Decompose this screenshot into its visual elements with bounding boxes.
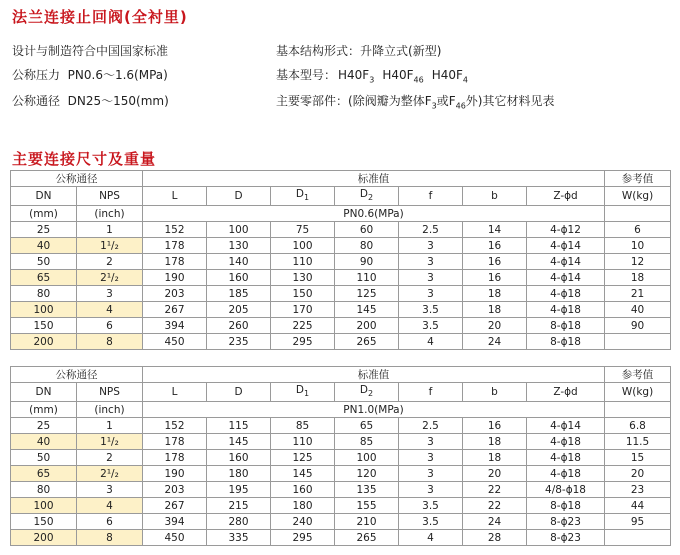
cell-zd: 4/8-ϕ18: [527, 482, 605, 498]
cell-zd: 8-ϕ18: [527, 498, 605, 514]
table-row: [11, 334, 671, 350]
cell-l: 450: [143, 334, 207, 350]
header-w: W(kg): [605, 187, 671, 206]
cell-b: 18: [463, 434, 527, 450]
cell-w: 40: [605, 302, 671, 318]
cell-zd: 8-ϕ18: [527, 334, 605, 350]
cell-dn: 100: [11, 498, 77, 514]
header-nominal: 公称通径: [11, 171, 143, 187]
cell-d1: 130: [271, 270, 335, 286]
cell-l: 203: [143, 286, 207, 302]
cell-zd: 4-ϕ14: [527, 254, 605, 270]
table-row: [11, 434, 671, 450]
header-nps: NPS: [77, 383, 143, 402]
header-l: L: [143, 383, 207, 402]
cell-d2: 100: [335, 450, 399, 466]
section-title: 主要连接尺寸及重量: [12, 150, 157, 168]
cell-d: 205: [207, 302, 271, 318]
cell-l: 178: [143, 238, 207, 254]
cell-f: 2.5: [399, 222, 463, 238]
structure-value: 升降立式(新型): [360, 44, 442, 58]
diameter-label: 公称通径: [12, 94, 61, 108]
table-header-row: [11, 187, 671, 206]
cell-b: 18: [463, 286, 527, 302]
cell-d1: 75: [271, 222, 335, 238]
header-dn: DN: [11, 383, 77, 402]
table-row: [11, 270, 671, 286]
cell-d: 185: [207, 286, 271, 302]
cell-dn: 50: [11, 254, 77, 270]
header-standard: 标准值: [143, 171, 605, 187]
header-d: D: [207, 383, 271, 402]
cell-d: 260: [207, 318, 271, 334]
cell-w: [605, 530, 671, 546]
cell-d2: 85: [335, 434, 399, 450]
header-d2: $D_2$: [335, 383, 399, 402]
header-b: b: [463, 383, 527, 402]
cell-b: 18: [463, 302, 527, 318]
cell-w: 21: [605, 286, 671, 302]
cell-d: 140: [207, 254, 271, 270]
cell-l: 394: [143, 514, 207, 530]
cell-b: 14: [463, 222, 527, 238]
table-header-row: [11, 206, 671, 222]
model-item: $H40F_{46}$: [382, 68, 424, 85]
cell-d2: 65: [335, 418, 399, 434]
cell-nps: 8: [77, 334, 143, 350]
cell-nps: 1¹/₂: [77, 434, 143, 450]
cell-d2: 265: [335, 334, 399, 350]
model-label: 基本型号：: [276, 68, 337, 82]
cell-d: 115: [207, 418, 271, 434]
cell-dn: 150: [11, 514, 77, 530]
cell-zd: 4-ϕ18: [527, 286, 605, 302]
table-row: [11, 286, 671, 302]
header-d: D: [207, 187, 271, 206]
table-row: [11, 450, 671, 466]
cell-dn: 25: [11, 418, 77, 434]
table-row: [11, 222, 671, 238]
header-reference: 参考值: [605, 171, 671, 187]
cell-dn: 200: [11, 530, 77, 546]
cell-d2: 125: [335, 286, 399, 302]
cell-f: 3: [399, 286, 463, 302]
cell-zd: 4-ϕ18: [527, 450, 605, 466]
cell-f: 3: [399, 482, 463, 498]
parts-line: [276, 92, 554, 110]
dimension-table-pn06: [10, 170, 671, 350]
cell-b: 20: [463, 318, 527, 334]
header-f: f: [399, 383, 463, 402]
cell-l: 267: [143, 498, 207, 514]
table-row: [11, 514, 671, 530]
table-row: [11, 418, 671, 434]
cell-w: 15: [605, 450, 671, 466]
cell-d1: 110: [271, 254, 335, 270]
cell-f: 3: [399, 466, 463, 482]
cell-d: 235: [207, 334, 271, 350]
cell-w: 11.5: [605, 434, 671, 450]
cell-dn: 80: [11, 286, 77, 302]
table-header-row: [11, 402, 671, 418]
cell-dn: 150: [11, 318, 77, 334]
cell-d1: 240: [271, 514, 335, 530]
cell-l: 178: [143, 434, 207, 450]
cell-b: 24: [463, 334, 527, 350]
page-title: 法兰连接止回阀(全衬里): [12, 8, 188, 26]
cell-f: 3.5: [399, 302, 463, 318]
header-l: L: [143, 187, 207, 206]
model-item: $H40F_3$: [338, 68, 375, 85]
cell-w: 23: [605, 482, 671, 498]
cell-w: 95: [605, 514, 671, 530]
parts-label: 主要零部件：: [276, 94, 349, 108]
cell-zd: 8-ϕ23: [527, 530, 605, 546]
cell-nps: 6: [77, 318, 143, 334]
cell-d1: 160: [271, 482, 335, 498]
cell-d1: 150: [271, 286, 335, 302]
diameter-line: [12, 92, 169, 109]
table-row: [11, 530, 671, 546]
header-nps: NPS: [77, 187, 143, 206]
cell-w: 6: [605, 222, 671, 238]
cell-dn: 100: [11, 302, 77, 318]
cell-d: 100: [207, 222, 271, 238]
header-mm: (mm): [11, 402, 77, 418]
table-row: [11, 482, 671, 498]
cell-w: [605, 334, 671, 350]
cell-nps: 6: [77, 514, 143, 530]
cell-b: 16: [463, 254, 527, 270]
cell-f: 4: [399, 334, 463, 350]
cell-dn: 50: [11, 450, 77, 466]
standard-text: 设计与制造符合中国国家标准: [12, 44, 169, 58]
header-nominal: 公称通径: [11, 367, 143, 383]
cell-f: 2.5: [399, 418, 463, 434]
cell-nps: 2: [77, 450, 143, 466]
pressure-line: [12, 66, 168, 83]
cell-d: 145: [207, 434, 271, 450]
cell-b: 28: [463, 530, 527, 546]
cell-d2: 110: [335, 270, 399, 286]
cell-b: 16: [463, 238, 527, 254]
cell-zd: 4-ϕ18: [527, 434, 605, 450]
cell-w: 10: [605, 238, 671, 254]
cell-dn: 200: [11, 334, 77, 350]
table-header-row: [11, 383, 671, 402]
header-reference: 参考值: [605, 367, 671, 383]
cell-l: 190: [143, 466, 207, 482]
cell-f: 4: [399, 530, 463, 546]
header-empty: [605, 206, 671, 222]
structure-label: 基本结构形式：: [276, 44, 361, 58]
cell-d1: 225: [271, 318, 335, 334]
cell-d2: 200: [335, 318, 399, 334]
cell-d1: 145: [271, 466, 335, 482]
cell-d2: 90: [335, 254, 399, 270]
header-dn: DN: [11, 187, 77, 206]
cell-l: 190: [143, 270, 207, 286]
parts-text: (除阀瓣为整体$F_3$或$F_{46}$外)其它材料见表: [348, 94, 555, 111]
cell-f: 3: [399, 450, 463, 466]
cell-b: 22: [463, 482, 527, 498]
cell-l: 450: [143, 530, 207, 546]
pressure-value: PN0.6～1.6(MPa): [67, 68, 168, 82]
cell-d: 160: [207, 270, 271, 286]
cell-dn: 40: [11, 434, 77, 450]
model-list: [336, 68, 468, 85]
table-header-row: [11, 367, 671, 383]
cell-nps: 3: [77, 482, 143, 498]
header-f: f: [399, 187, 463, 206]
cell-nps: 2¹/₂: [77, 270, 143, 286]
table-header-row: [11, 171, 671, 187]
table-row: [11, 254, 671, 270]
cell-d: 160: [207, 450, 271, 466]
cell-w: 6.8: [605, 418, 671, 434]
table-row: [11, 498, 671, 514]
table-row: [11, 318, 671, 334]
cell-f: 3.5: [399, 498, 463, 514]
cell-d: 215: [207, 498, 271, 514]
cell-nps: 2¹/₂: [77, 466, 143, 482]
cell-w: 90: [605, 318, 671, 334]
cell-d2: 60: [335, 222, 399, 238]
cell-f: 3.5: [399, 514, 463, 530]
cell-b: 18: [463, 450, 527, 466]
cell-zd: 4-ϕ14: [527, 238, 605, 254]
cell-d2: 145: [335, 302, 399, 318]
cell-d2: 80: [335, 238, 399, 254]
cell-f: 3.5: [399, 318, 463, 334]
cell-dn: 25: [11, 222, 77, 238]
cell-zd: 4-ϕ12: [527, 222, 605, 238]
cell-dn: 65: [11, 270, 77, 286]
cell-w: 20: [605, 466, 671, 482]
model-line: [276, 66, 468, 84]
header-zd: Z-ϕd: [527, 383, 605, 402]
cell-l: 178: [143, 450, 207, 466]
dimension-table-pn10: [10, 366, 671, 546]
cell-d: 335: [207, 530, 271, 546]
cell-zd: 4-ϕ18: [527, 302, 605, 318]
cell-nps: 2: [77, 254, 143, 270]
cell-d: 280: [207, 514, 271, 530]
cell-nps: 8: [77, 530, 143, 546]
cell-zd: 4-ϕ14: [527, 418, 605, 434]
structure-line: [276, 42, 441, 59]
header-inch: (inch): [77, 402, 143, 418]
header-d1: $D_1$: [271, 187, 335, 206]
header-inch: (inch): [77, 206, 143, 222]
cell-d1: 180: [271, 498, 335, 514]
cell-nps: 1: [77, 418, 143, 434]
cell-f: 3: [399, 270, 463, 286]
cell-d1: 295: [271, 530, 335, 546]
cell-b: 20: [463, 466, 527, 482]
cell-f: 3: [399, 254, 463, 270]
cell-dn: 65: [11, 466, 77, 482]
cell-d1: 295: [271, 334, 335, 350]
cell-l: 267: [143, 302, 207, 318]
cell-w: 44: [605, 498, 671, 514]
cell-b: 24: [463, 514, 527, 530]
cell-nps: 1¹/₂: [77, 238, 143, 254]
cell-f: 3: [399, 434, 463, 450]
header-w: W(kg): [605, 383, 671, 402]
cell-d2: 155: [335, 498, 399, 514]
header-d2: $D_2$: [335, 187, 399, 206]
cell-dn: 40: [11, 238, 77, 254]
cell-nps: 3: [77, 286, 143, 302]
cell-d2: 210: [335, 514, 399, 530]
pressure-class: PN1.0(MPa): [143, 402, 605, 418]
cell-nps: 1: [77, 222, 143, 238]
cell-f: 3: [399, 238, 463, 254]
cell-d2: 135: [335, 482, 399, 498]
cell-d1: 85: [271, 418, 335, 434]
table-row: [11, 302, 671, 318]
cell-l: 152: [143, 418, 207, 434]
header-b: b: [463, 187, 527, 206]
cell-b: 16: [463, 270, 527, 286]
table-row: [11, 466, 671, 482]
cell-l: 152: [143, 222, 207, 238]
cell-d: 195: [207, 482, 271, 498]
header-empty: [605, 402, 671, 418]
cell-nps: 4: [77, 498, 143, 514]
cell-b: 16: [463, 418, 527, 434]
cell-l: 394: [143, 318, 207, 334]
pressure-class: PN0.6(MPa): [143, 206, 605, 222]
cell-zd: 4-ϕ18: [527, 466, 605, 482]
cell-dn: 80: [11, 482, 77, 498]
header-standard: 标准值: [143, 367, 605, 383]
table-row: [11, 238, 671, 254]
cell-d2: 265: [335, 530, 399, 546]
cell-l: 178: [143, 254, 207, 270]
cell-d: 180: [207, 466, 271, 482]
cell-d1: 125: [271, 450, 335, 466]
cell-w: 18: [605, 270, 671, 286]
cell-d1: 110: [271, 434, 335, 450]
header-zd: Z-ϕd: [527, 187, 605, 206]
header-mm: (mm): [11, 206, 77, 222]
cell-w: 12: [605, 254, 671, 270]
model-item: $H40F_4$: [431, 68, 468, 85]
diameter-value: DN25～150(mm): [67, 94, 169, 108]
cell-d: 130: [207, 238, 271, 254]
cell-d1: 170: [271, 302, 335, 318]
cell-nps: 4: [77, 302, 143, 318]
header-d1: $D_1$: [271, 383, 335, 402]
cell-b: 22: [463, 498, 527, 514]
cell-zd: 8-ϕ23: [527, 514, 605, 530]
cell-d2: 120: [335, 466, 399, 482]
cell-zd: 4-ϕ14: [527, 270, 605, 286]
cell-d1: 100: [271, 238, 335, 254]
cell-l: 203: [143, 482, 207, 498]
cell-zd: 8-ϕ18: [527, 318, 605, 334]
pressure-label: 公称压力: [12, 68, 61, 82]
